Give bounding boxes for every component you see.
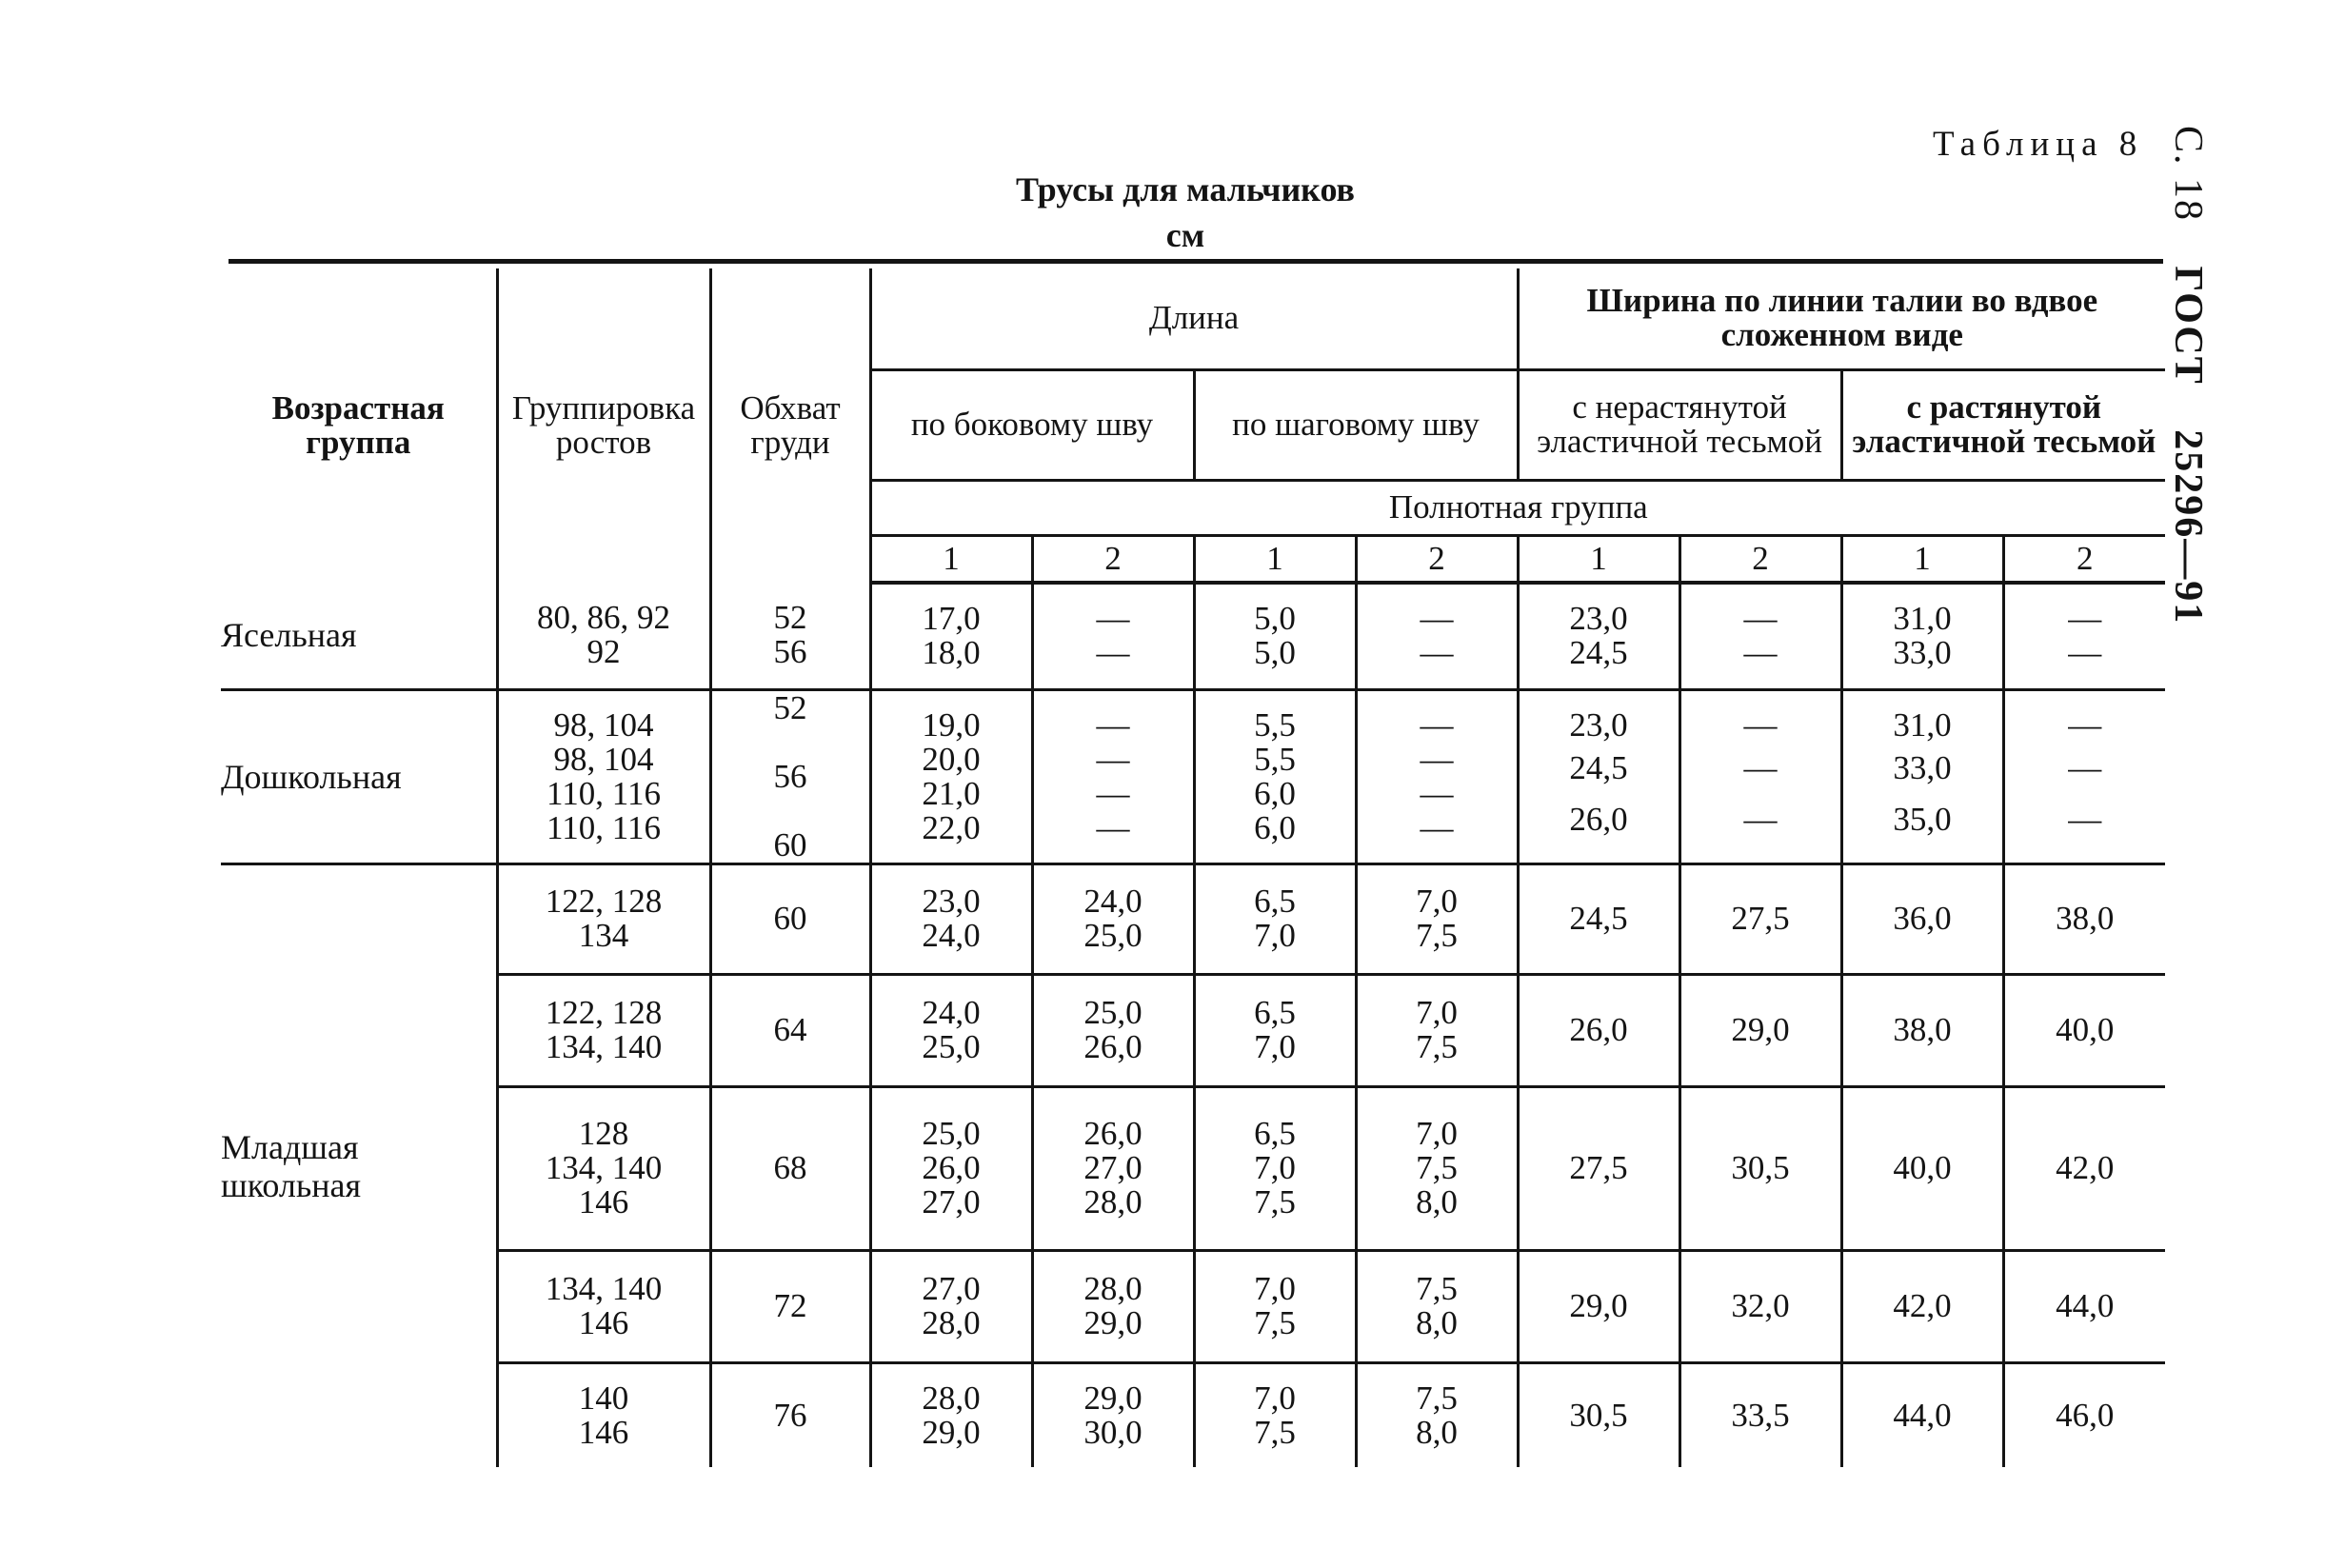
unstretched-1-cell: 26,0 [1518,974,1679,1086]
header-crotch-seam: по шаговому шву [1194,369,1518,480]
side-seam-2-cell: 25,0 26,0 [1032,974,1194,1086]
header-side-seam: по боковому шву [870,369,1194,480]
crotch-seam-1-cell: 6,5 7,0 [1194,974,1356,1086]
stretched-2-cell: 42,0 [2003,1086,2165,1250]
crotch-seam-2-cell: — — — — [1356,689,1518,863]
table-row [221,1086,2165,1250]
unstretched-2-cell: 32,0 [1679,1250,1841,1362]
header-length: Длина [870,268,1518,369]
side-seam-2-cell: 29,0 30,0 [1032,1362,1194,1467]
header-stretched: с растянутой эластичной тесьмой [1841,369,2165,480]
header-fullness-group: Полнотная группа [870,480,2165,535]
crotch-seam-2-cell: 7,0 7,5 [1356,974,1518,1086]
table-title: Трусы для мальчиков [1016,170,1355,208]
fullness-number: 1 [870,535,1032,583]
stretched-1-cell: 44,0 [1841,1362,2003,1467]
chest-cell: 76 [710,1362,870,1467]
standard-label: ГОСТ [2166,266,2210,386]
header-width: Ширина по линии талии во вдвое сложенном виде [1518,268,2165,369]
crotch-seam-1-cell: 7,0 7,5 [1194,1362,1356,1467]
stretched-2-cell: 38,0 [2003,863,2165,974]
unstretched-2-cell: 33,5 [1679,1362,1841,1467]
table-row [221,974,2165,1086]
fullness-number: 1 [1841,535,2003,583]
chest-cell: 52 56 [710,583,870,689]
side-seam-2-cell: — — — — [1032,689,1194,863]
crotch-seam-1-cell: 6,5 7,0 [1194,863,1356,974]
unstretched-1-cell: 27,5 [1518,1086,1679,1250]
stretched-2-cell: 46,0 [2003,1362,2165,1467]
crotch-seam-1-cell: 5,0 5,0 [1194,583,1356,689]
fullness-number: 2 [1356,535,1518,583]
fullness-number: 2 [2003,535,2165,583]
side-seam-1-cell: 25,0 26,0 27,0 [870,1086,1032,1250]
side-seam-1-cell: 27,0 28,0 [870,1250,1032,1362]
unstretched-2-cell: — — — [1679,689,1841,863]
table-number-label: Таблица 8 [1933,125,2144,164]
height-cell: 122, 128 134, 140 [497,974,710,1086]
crotch-seam-2-cell: 7,0 7,5 [1356,863,1518,974]
unstretched-1-cell: 23,0 24,5 [1518,583,1679,689]
sizes-table [221,268,2165,1467]
fullness-number: 1 [1194,535,1356,583]
side-seam-1-cell: 19,0 20,0 21,0 22,0 [870,689,1032,863]
fullness-number: 2 [1032,535,1194,583]
table-row-nursery [221,583,2165,689]
table-row [221,863,2165,974]
stretched-2-cell: — — — [2003,689,2165,863]
side-page-header [2165,126,2211,657]
header-age-group: Возрастная группа [271,389,445,461]
age-group-nursery: Ясельная [221,583,497,689]
crotch-seam-2-cell: 7,0 7,5 8,0 [1356,1086,1518,1250]
stretched-1-cell: 31,0 33,0 [1841,583,2003,689]
unstretched-1-cell: 29,0 [1518,1250,1679,1362]
stretched-1-cell: 36,0 [1841,863,2003,974]
crotch-seam-1-cell: 7,0 7,5 [1194,1250,1356,1362]
unstretched-1-cell: 23,0 24,5 26,0 [1518,689,1679,863]
age-group-junior-school: Младшая школьная [221,1127,362,1204]
height-cell: 128 134, 140 146 [497,1086,710,1250]
stretched-1-cell: 42,0 [1841,1250,2003,1362]
height-cell: 80, 86, 92 92 [497,583,710,689]
stretched-1-cell: 38,0 [1841,974,2003,1086]
height-cell: 134, 140 146 [497,1250,710,1362]
chest-cell: 64 [710,974,870,1086]
side-seam-1-cell: 17,0 18,0 [870,583,1032,689]
table-unit: см [1165,216,1205,254]
side-seam-1-cell: 23,0 24,0 [870,863,1032,974]
standard-number: 25296—91 [2166,429,2210,625]
crotch-seam-2-cell: — — [1356,583,1518,689]
side-seam-2-cell: 26,0 27,0 28,0 [1032,1086,1194,1250]
chest-cell: 60 [710,863,870,974]
header-chest: Обхват груди [710,268,870,583]
chest-cell: 68 [710,1086,870,1250]
crotch-seam-1-cell: 5,5 5,5 6,0 6,0 [1194,689,1356,863]
side-seam-1-cell: 24,0 25,0 [870,974,1032,1086]
page-number: С. 18 [2166,126,2210,223]
top-rule [229,259,2163,264]
height-cell: 98, 104 98, 104 110, 116 110, 116 [497,689,710,863]
crotch-seam-1-cell: 6,5 7,0 7,5 [1194,1086,1356,1250]
unstretched-2-cell: 29,0 [1679,974,1841,1086]
unstretched-1-cell: 24,5 [1518,863,1679,974]
table-row [221,1362,2165,1467]
height-cell: 122, 128 134 [497,863,710,974]
side-seam-2-cell: 24,0 25,0 [1032,863,1194,974]
header-height-grouping: Группировка ростов [497,268,710,583]
unstretched-1-cell: 30,5 [1518,1362,1679,1467]
fullness-number: 1 [1518,535,1679,583]
stretched-2-cell: — — [2003,583,2165,689]
side-seam-2-cell: 28,0 29,0 [1032,1250,1194,1362]
crotch-seam-2-cell: 7,5 8,0 [1356,1250,1518,1362]
stretched-2-cell: 40,0 [2003,974,2165,1086]
table-row [221,1250,2165,1362]
chest-cell: 72 [710,1250,870,1362]
stretched-1-cell: 40,0 [1841,1086,2003,1250]
age-group-preschool: Дошкольная [221,689,497,863]
unstretched-2-cell: 27,5 [1679,863,1841,974]
fullness-number: 2 [1679,535,1841,583]
stretched-1-cell: 31,0 33,0 35,0 [1841,689,2003,863]
side-seam-2-cell: — — [1032,583,1194,689]
stretched-2-cell: 44,0 [2003,1250,2165,1362]
unstretched-2-cell: — — [1679,583,1841,689]
chest-cell: 52 56 60 [710,689,870,863]
crotch-seam-2-cell: 7,5 8,0 [1356,1362,1518,1467]
header-unstretched: с нерастянутой эластичной тесьмой [1518,369,1841,480]
height-cell: 140 146 [497,1362,710,1467]
unstretched-2-cell: 30,5 [1679,1086,1841,1250]
table-row-preschool [221,689,2165,863]
side-seam-1-cell: 28,0 29,0 [870,1362,1032,1467]
